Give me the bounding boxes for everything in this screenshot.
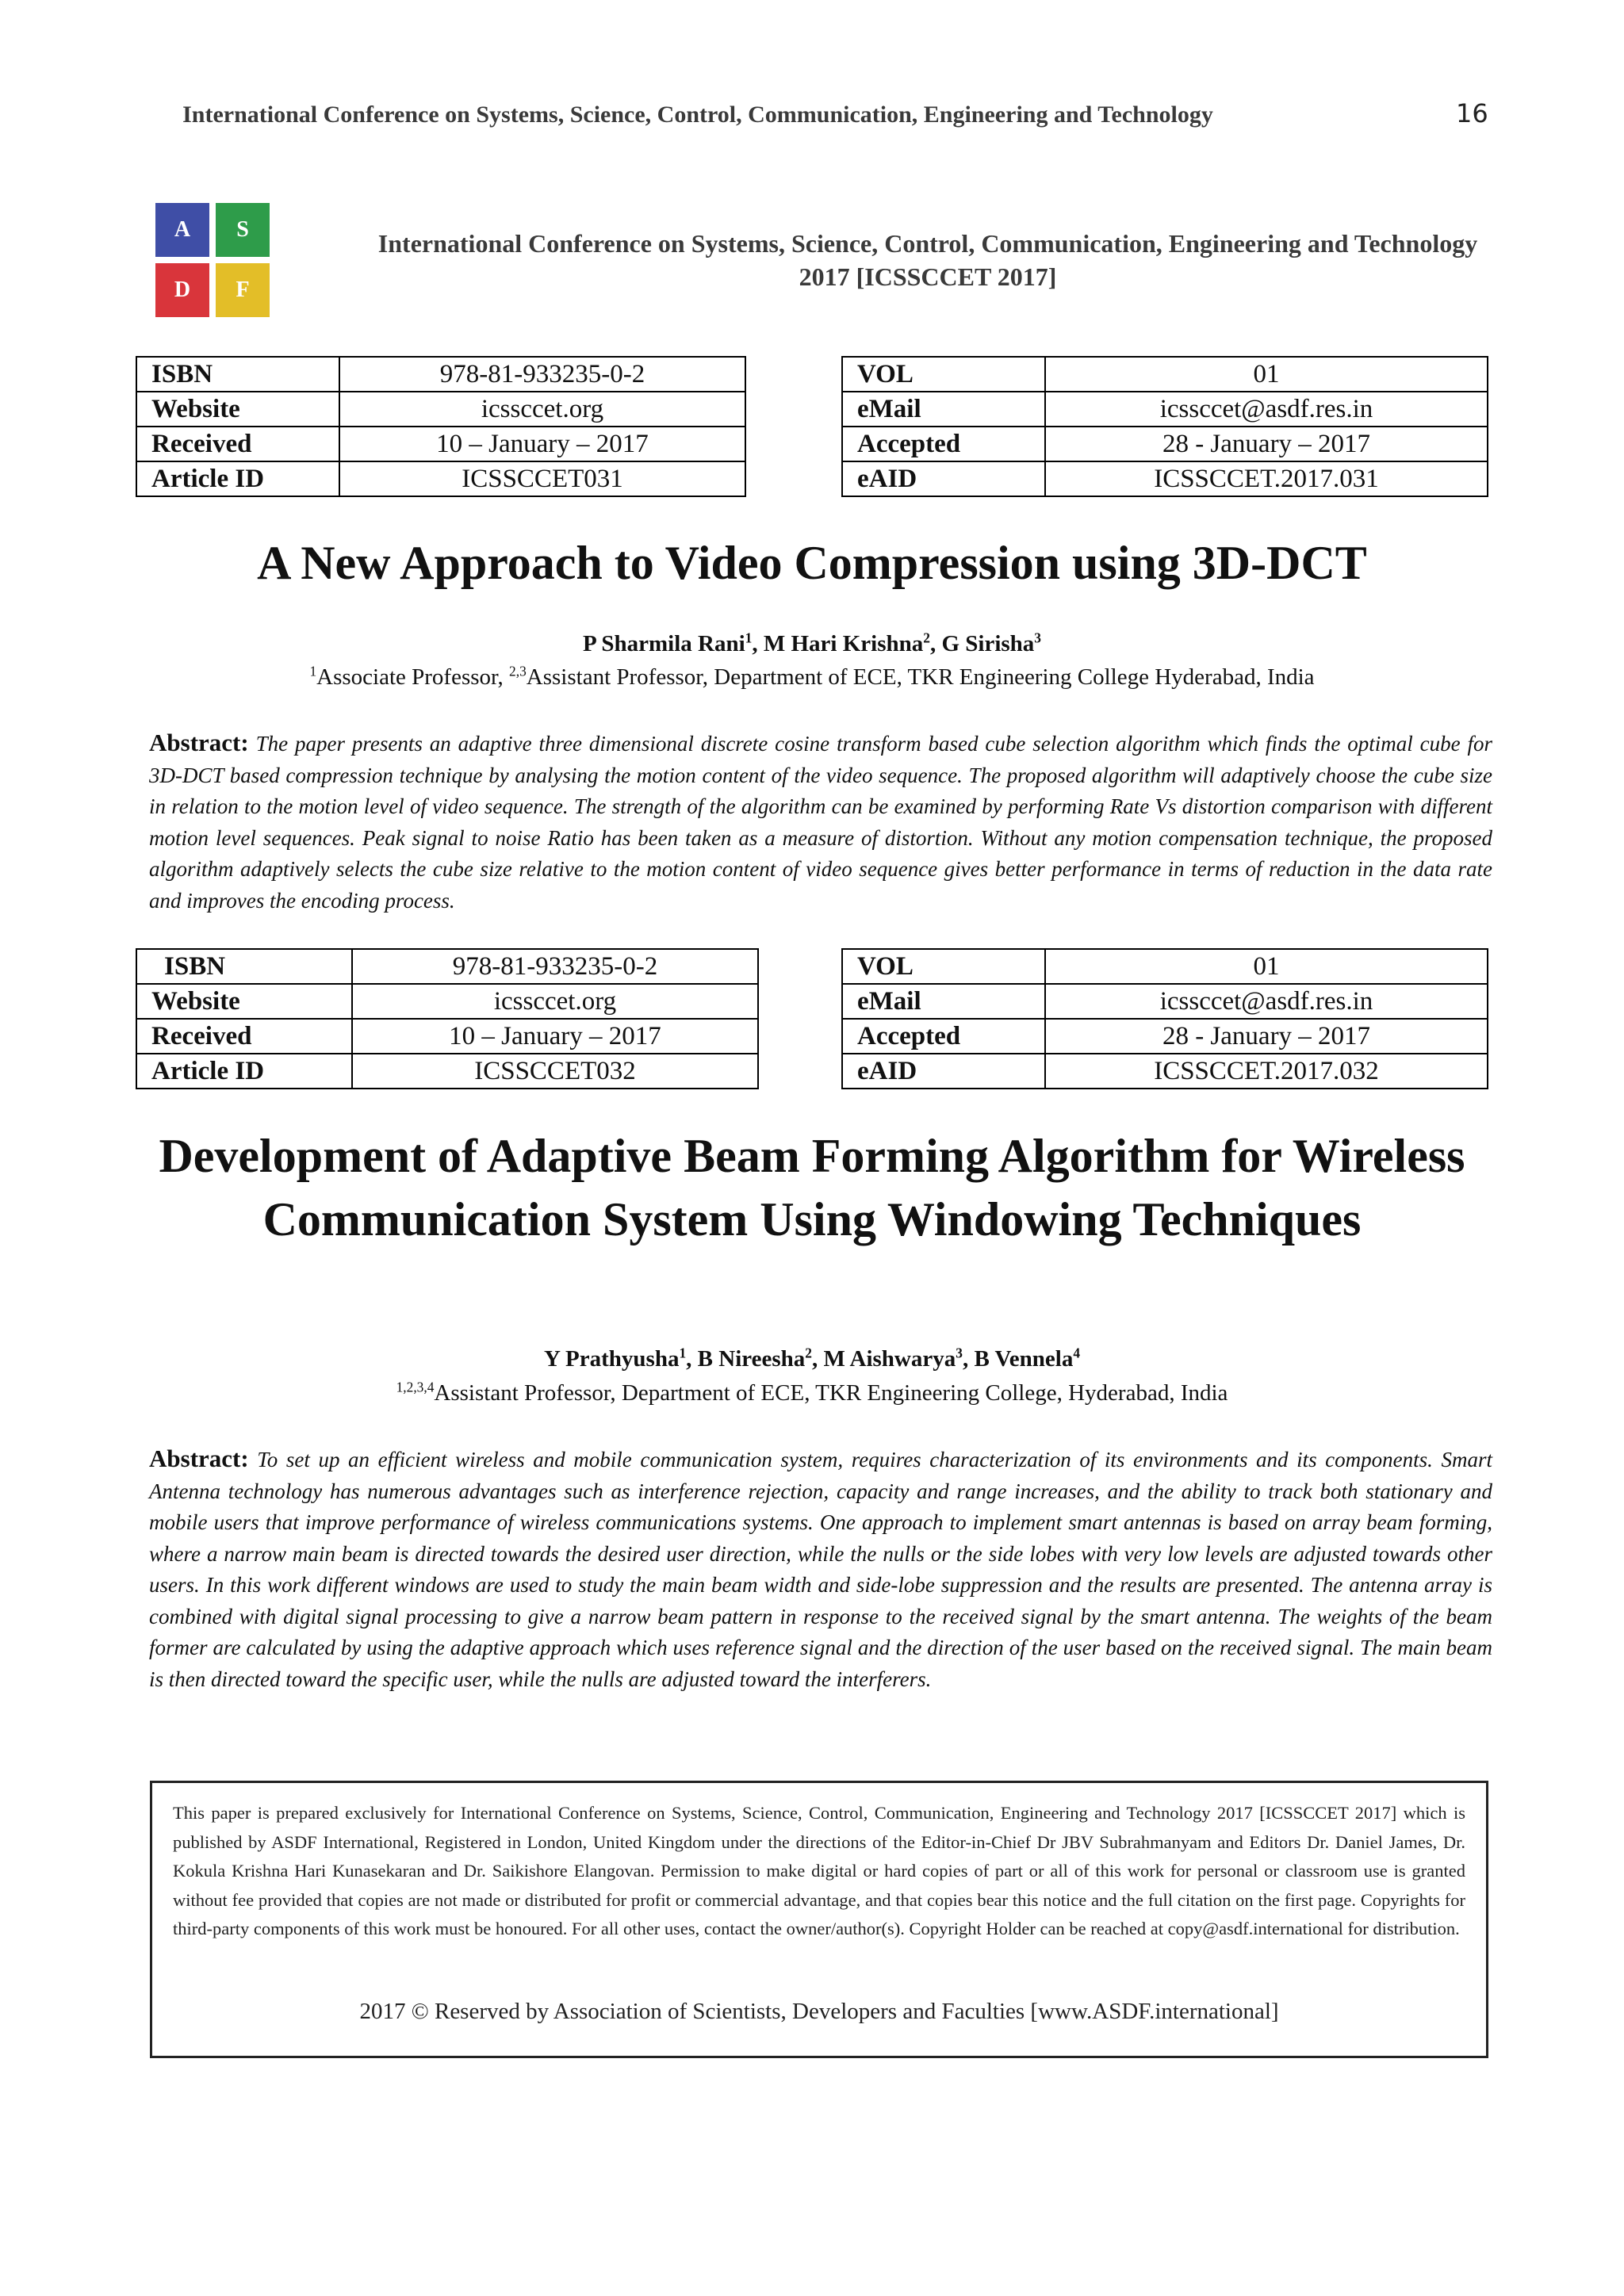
meta-key: eMail: [842, 984, 1045, 1019]
meta-key: Received: [136, 427, 339, 461]
meta-key: Received: [136, 1019, 352, 1054]
paper2-title: Development of Adaptive Beam Forming Algorithm for Wireless Communication System Using Windowing Techniques: [159, 1130, 1465, 1246]
meta-value: 10 – January – 2017: [339, 427, 745, 461]
meta-value: 01: [1045, 357, 1488, 392]
paper1-abstract: [149, 727, 1492, 916]
page-number: 16: [1456, 98, 1488, 128]
meta-key: Accepted: [842, 427, 1045, 461]
table-row: [136, 357, 745, 392]
conference-title: International Conference on Systems, Science, Control, Communication, Engineering and Technology 2017 [ICSSCCET 2017]: [377, 229, 1478, 291]
abstract-label: Abstract:: [149, 1445, 249, 1472]
affil-sup: 2,3: [509, 663, 527, 679]
notice-text: This paper is prepared exclusively for International Conference on Systems, Science, Control, Communication, Engineering and Technology 2017 [ICSSCCET 2017] which is published by ASDF International, Registered in London, United Kingdom under the directions of the Editor-in-Chief Dr JBV Subrahmanyam and Editors Dr. Daniel James, Dr. Kokula Krishna Hari Kunasekaran and Dr. Saikishore Elangovan. Permission to make digital or hard copies of part or all of this work for personal or classroom use is granted without fee provided that copies are not made or distributed for profit or commercial advantage, and that copies bear this notice and the full citation on the first page. Copyrights for third-party components of this work must be honoured. For all other uses, contact the owner/author(s). Copyright Holder can be reached at copy@asdf.international for distribution.: [173, 1803, 1465, 1938]
meta-key: ISBN: [136, 357, 339, 392]
meta-value: icssccet.org: [339, 392, 745, 427]
paper2-meta-right-table: [841, 948, 1488, 1089]
affil-text: Assistant Professor, Department of ECE, TKR Engineering College Hyderabad, India: [526, 664, 1315, 690]
author-sup: 2: [805, 1345, 812, 1361]
logo-tile-s: S: [216, 203, 270, 257]
meta-value: ICSSCCET.2017.032: [1045, 1054, 1488, 1089]
paper1-authors: [119, 631, 1505, 657]
abstract-label: Abstract:: [149, 729, 249, 756]
table-row: [842, 1019, 1488, 1054]
table-row: [842, 427, 1488, 461]
meta-key: Article ID: [136, 1054, 352, 1089]
meta-key: Accepted: [842, 1019, 1045, 1054]
meta-value: 978-81-933235-0-2: [339, 357, 745, 392]
paper1-meta-right-table: [841, 356, 1488, 497]
table-row: [136, 1054, 758, 1089]
paper1-title: A New Approach to Video Compression using 3D-DCT: [257, 537, 1367, 589]
meta-value: 978-81-933235-0-2: [352, 949, 758, 984]
affil-sup: 1,2,3,4: [396, 1379, 435, 1395]
logo-tile-d: D: [155, 263, 209, 317]
table-row: [842, 1054, 1488, 1089]
author-sup: 3: [1034, 629, 1041, 646]
meta-value: 01: [1045, 949, 1488, 984]
affil-text: Assistant Professor, Department of ECE, TKR Engineering College, Hyderabad, India: [434, 1380, 1228, 1406]
table-row: [136, 461, 745, 496]
author-name: Y Prathyusha: [543, 1346, 680, 1372]
table-row: [842, 461, 1488, 496]
meta-key: eAID: [842, 1054, 1045, 1089]
author-name: B Nireesha: [697, 1346, 806, 1372]
asdf-logo: [155, 203, 273, 320]
meta-value: icssccet@asdf.res.in: [1045, 984, 1488, 1019]
copyright-notice-box: [150, 1781, 1488, 2058]
author-sep: ,: [752, 631, 764, 656]
meta-key: Website: [136, 984, 352, 1019]
paper1-meta-left-table: [136, 356, 746, 497]
author-sep: ,: [929, 631, 942, 656]
table-row: [842, 357, 1488, 392]
meta-key: eMail: [842, 392, 1045, 427]
affil-sup: 1: [309, 663, 317, 679]
meta-value: 10 – January – 2017: [352, 1019, 758, 1054]
meta-value: 28 - January – 2017: [1045, 427, 1488, 461]
table-row: [136, 392, 745, 427]
table-row: [842, 392, 1488, 427]
meta-key: ISBN: [136, 949, 352, 984]
meta-value: 28 - January – 2017: [1045, 1019, 1488, 1054]
author-sup: 4: [1073, 1345, 1081, 1361]
logo-tile-f: F: [216, 263, 270, 317]
author-sup: 1: [745, 629, 753, 646]
author-sup: 1: [679, 1345, 687, 1361]
affil-text: Associate Professor,: [316, 664, 510, 690]
meta-value: ICSSCCET031: [339, 461, 745, 496]
author-sup: 2: [923, 629, 930, 646]
author-sep: ,: [686, 1346, 698, 1372]
copyright-line: 2017 © Reserved by Association of Scientists, Developers and Faculties [www.ASDF.international]: [359, 1999, 1279, 2024]
meta-value: icssccet@asdf.res.in: [1045, 392, 1488, 427]
author-name: P Sharmila Rani: [583, 631, 745, 656]
abstract-text: To set up an efficient wireless and mobile communication system, requires characterization of its environments and its components. Smart Antenna technology has numerous advantages such as interference rejection, capacity and range increases, and the ability to track both stationary and mobile users that improve performance of wireless communications systems. One approach to implement smart antennas is based on array beam forming, where a narrow main beam is directed towards the desired user direction, while the nulls or the side lobes with very low levels are adjusted towards other users. In this work different windows are used to study the main beam width and side-lobe suppression and the results are presented. The antenna array is combined with digital signal processing to give a narrow beam pattern in response to the received signal by the smart antenna. The weights of the beam former are calculated by using the adaptive approach which uses reference signal and the direction of the user based on the received signal. The main beam is then directed toward the specific user, while the nulls are adjusted toward the interferers.: [149, 1448, 1492, 1691]
meta-value: ICSSCCET.2017.031: [1045, 461, 1488, 496]
meta-key: Website: [136, 392, 339, 427]
meta-value: icssccet.org: [352, 984, 758, 1019]
paper2-abstract: [149, 1443, 1492, 1695]
table-row: [136, 1019, 758, 1054]
meta-key: VOL: [842, 949, 1045, 984]
table-row: [842, 949, 1488, 984]
meta-key: Article ID: [136, 461, 339, 496]
table-row: [136, 949, 758, 984]
meta-value: ICSSCCET032: [352, 1054, 758, 1089]
meta-key: VOL: [842, 357, 1045, 392]
table-row: [136, 427, 745, 461]
running-header: International Conference on Systems, Science, Control, Communication, Engineering and Technology: [182, 101, 1213, 128]
paper1-affiliation: [119, 664, 1505, 691]
author-name: M Aishwarya: [823, 1346, 956, 1372]
abstract-text: The paper presents an adaptive three dimensional discrete cosine transform based cube selection algorithm which finds the optimal cube for 3D-DCT based compression technique by analysing the motion content of the video sequence. The proposed algorithm will adaptively choose the cube size in relation to the motion level of video sequence. The strength of the algorithm can be examined by performing Rate Vs distortion comparison with different motion level sequences. Peak signal to noise Ratio has been taken as a measure of distortion. Without any motion compensation technique, the proposed algorithm adaptively selects the cube size relative to the motion content of video sequence gives better performance in terms of reduction in the data rate and improves the encoding process.: [149, 732, 1492, 913]
paper2-authors: [119, 1346, 1505, 1372]
author-name: M Hari Krishna: [763, 631, 924, 656]
paper2-affiliation: [119, 1380, 1505, 1406]
author-name: B Vennela: [974, 1346, 1074, 1372]
author-name: G Sirisha: [941, 631, 1035, 656]
meta-key: eAID: [842, 461, 1045, 496]
paper2-meta-left-table: [136, 948, 759, 1089]
author-sup: 3: [956, 1345, 963, 1361]
author-sep: ,: [962, 1346, 975, 1372]
table-row: [136, 984, 758, 1019]
author-sep: ,: [811, 1346, 824, 1372]
table-row: [842, 984, 1488, 1019]
logo-tile-a: A: [155, 203, 209, 257]
